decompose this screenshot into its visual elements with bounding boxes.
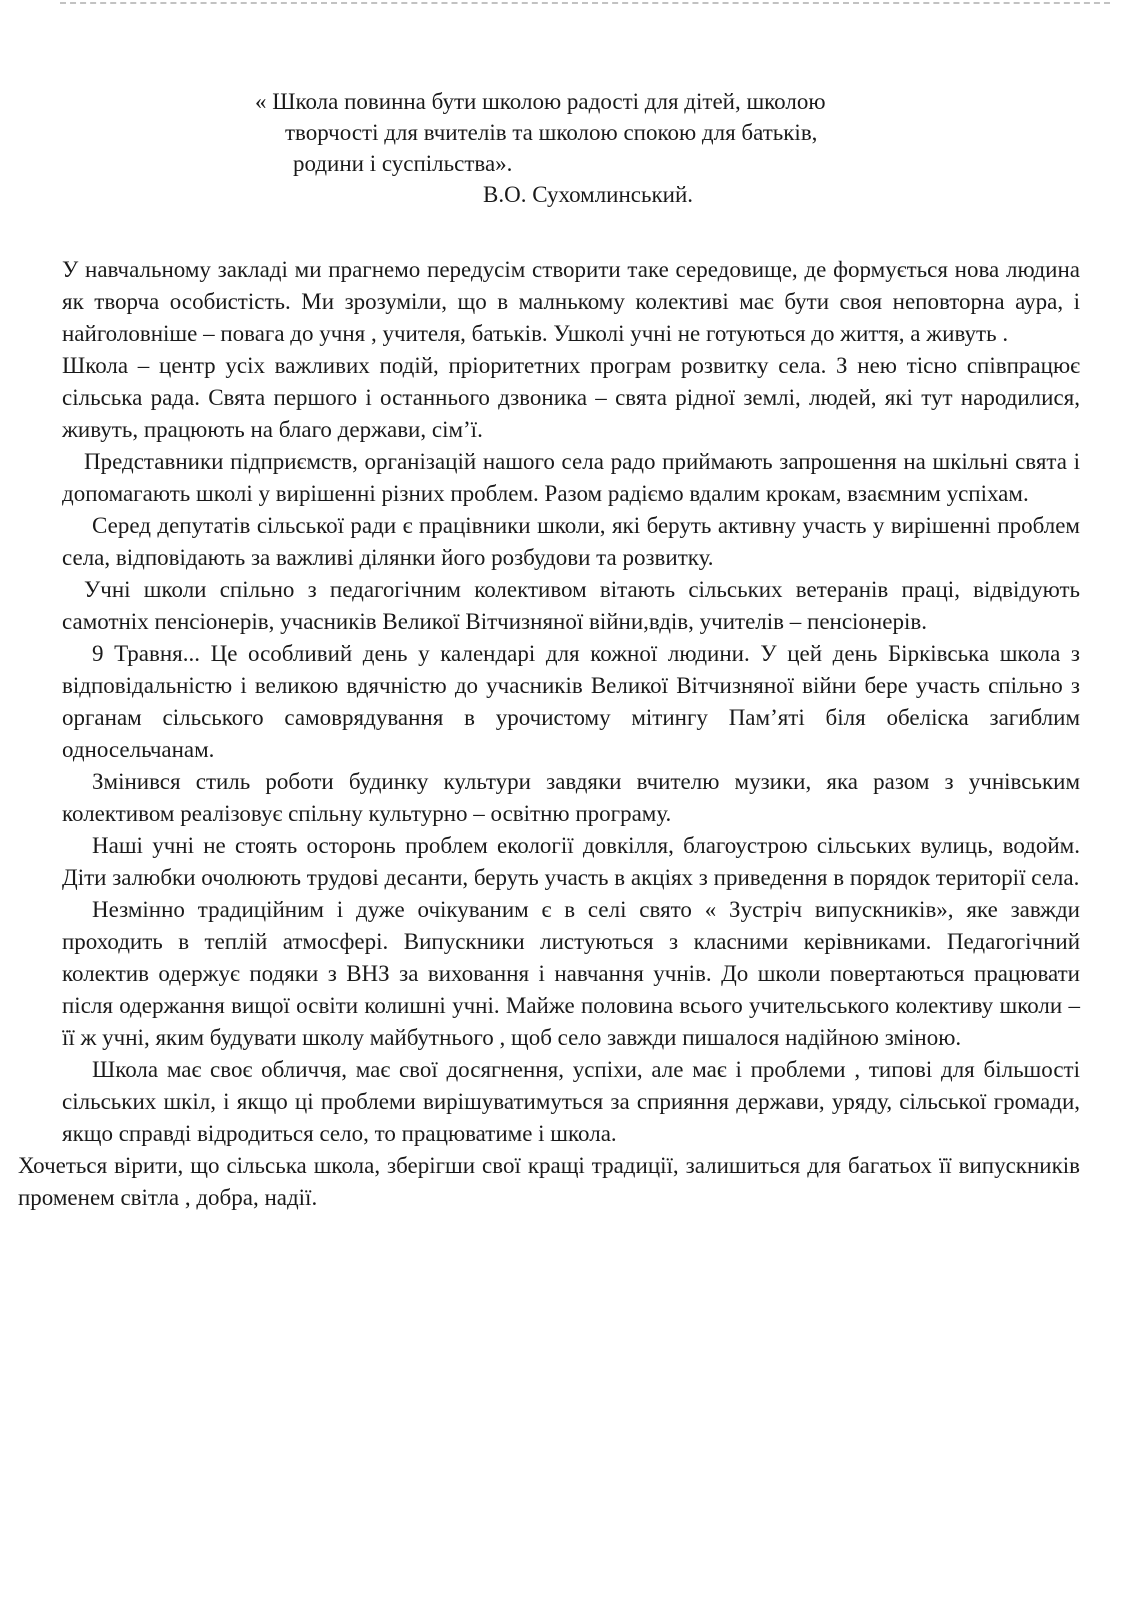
epigraph-author: В.О. Сухомлинський. — [483, 182, 694, 207]
paragraph-school-center: Школа – центр усіх важливих подій, пріоритетних програм розвитку села. З нею тісно співпрацює сільська рада. Свята першого і останнього дзвоника – свята рідної землі, людей, які тут народилися, живуть, працюють на благо держави, сім’ї. — [62, 353, 1080, 442]
paragraph-representatives: Представники підприємств, організацій нашого села радо приймають запрошення на шкільні свята і допомагають школі у вирішенні різних проблем. Разом радіємо вдалим крокам, взаємним успіхам. — [62, 449, 1080, 506]
paragraph-graduates: Незмінно традиційним і дуже очікуваним є в селі свято « Зустріч випускників», яке завжди проходить в теплій атмосфері. Випускники листуються з класними керівниками. Педагогічний колектив одержує подяки з ВНЗ за виховання і навчання учнів. До школи повертаються працювати після одержання вищої освіти колишні учні. Майже половина всього учительського колективу школи – її ж учні, яким будувати школу майбутнього , щоб село завжди пишалося надійною зміною. — [62, 897, 1080, 1050]
epigraph-line-1: « Школа повинна бути школою радості для дітей, школою — [255, 89, 826, 114]
paragraph-culture-house: Змінився стиль роботи будинку культури завдяки вчителю музики, яка разом з учнівським колективом реалізовує спільну культурно – освітню програму. — [62, 769, 1080, 826]
paragraph-intro: У навчальному закладі ми прагнемо передусім створити таке середовище, де формується нова людина як творча особистість. Ми зрозуміли, що в малнькому колективі має бути своя неповторна аура, і найголовніше – повага до учня , учителя, батьків. Ушколі учні не готуються до життя, а живуть . — [62, 257, 1080, 346]
epigraph-line-3: родини і суспільства». — [293, 151, 513, 176]
paragraph-may-9: 9 Травня... Це особливий день у календарі для кожної людини. У цей день Бірківська школа з відповідальністю і великою вдячністю до учасників Великої Вітчизняної війни бере участь спільно з органам сільського самоврядування в урочистому мітингу Пам’яті біля обеліска загиблим односельчанам. — [62, 641, 1080, 762]
epigraph — [255, 86, 1015, 210]
paragraph-problems: Школа має своє обличчя, має свої досягнення, успіхи, але має і проблеми , типові для більшості сільських шкіл, і якщо ці проблеми вирішуватимуться за сприяння держави, уряду, сільської громади, якщо справді відродиться село, то працюватиме і школа. — [62, 1057, 1080, 1146]
body-text — [18, 254, 1080, 1214]
paragraph-deputies: Серед депутатів сільської ради є працівники школи, які беруть активну участь у вирішенні проблем села, відповідають за важливі ділянки його розбудови та розвитку. — [62, 513, 1080, 570]
paragraph-conclusion: Хочеться вірити, що сільська школа, зберігши свої кращі традиції, залишиться для багатьох її випускників променем світла , добра, надії. — [18, 1153, 1080, 1210]
paragraph-students-veterans: Учні школи спільно з педагогічним колективом вітають сільських ветеранів праці, відвідують самотніх пенсіонерів, учасників Великої Вітчизняної війни,вдів, учителів – пенсіонерів. — [62, 577, 1080, 634]
epigraph-line-2: творчості для вчителів та школою спокою для батьків, — [285, 120, 818, 145]
paragraph-ecology: Наші учні не стоять осторонь проблем екології довкілля, благоустрою сільських вулиць, водойм. Діти залюбки очолюють трудові десанти, беруть участь в акціях з приведення в порядок території села. — [62, 833, 1080, 890]
